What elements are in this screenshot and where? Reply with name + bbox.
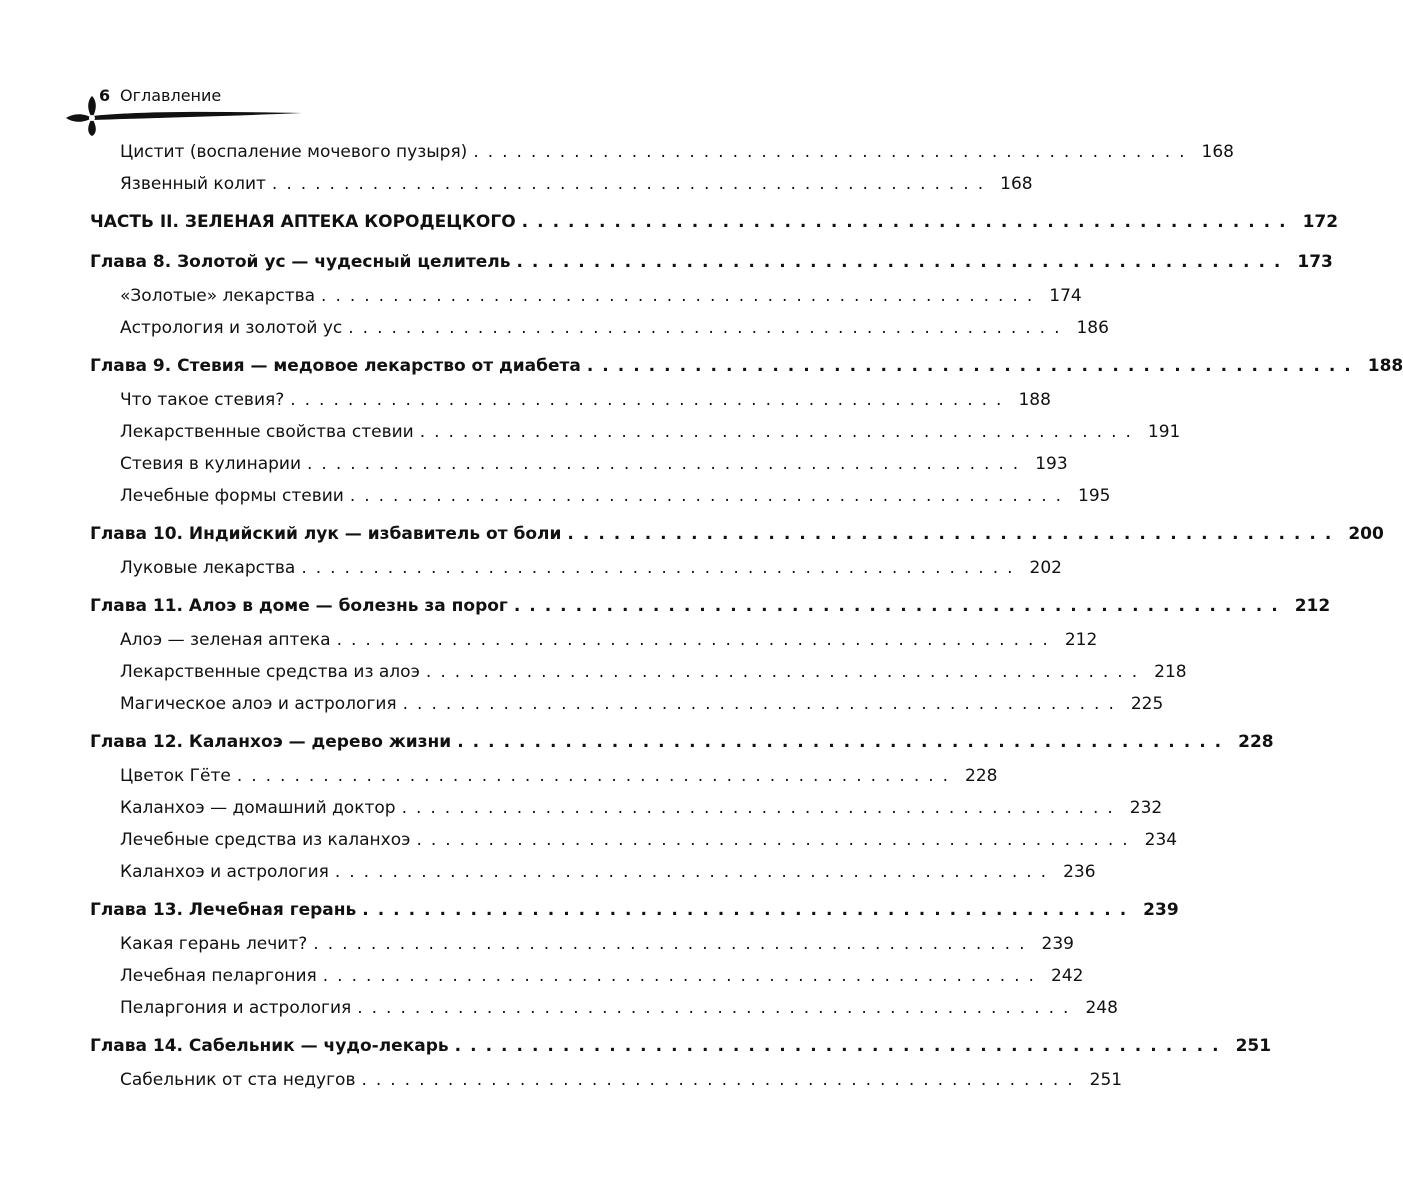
toc-entry-page: 251 xyxy=(1089,1070,1123,1090)
toc-entry-title: Магическое алоэ и астрология xyxy=(120,694,397,714)
dot-leader: .................................................. xyxy=(361,1070,1082,1090)
toc-section-entry xyxy=(90,454,1068,486)
dot-leader: .................................................. xyxy=(513,596,1287,616)
toc-entry-page: 239 xyxy=(1143,900,1179,920)
toc-chapter-entry xyxy=(90,596,1331,630)
toc-entry-page: 248 xyxy=(1085,998,1118,1018)
toc-entry-page: 228 xyxy=(1238,732,1274,752)
toc-entry-title: Лечебные формы стевии xyxy=(120,486,344,506)
toc-entry-page: 168 xyxy=(1201,142,1234,162)
toc-entry-page: 174 xyxy=(1049,286,1082,306)
toc-entry-page: 188 xyxy=(1367,356,1403,376)
dot-leader: .................................................. xyxy=(457,732,1231,752)
running-header xyxy=(62,80,307,136)
toc-section-entry xyxy=(90,862,1096,894)
dot-leader: .................................................. xyxy=(402,694,1123,714)
toc-section-entry xyxy=(90,142,1234,174)
toc-entry-page: 195 xyxy=(1078,486,1111,506)
toc-entry-page: 186 xyxy=(1076,318,1109,338)
toc-entry-page: 168 xyxy=(1000,174,1033,194)
toc-entry-page: 212 xyxy=(1064,630,1098,650)
toc-entry-title: Глава 14. Сабельник — чудо-лекарь xyxy=(90,1036,449,1056)
toc-chapter-entry xyxy=(90,356,1403,390)
toc-chapter-entry xyxy=(90,732,1274,766)
toc-entry-title: Цистит (воспаление мочевого пузыря) xyxy=(120,142,468,162)
toc-entry-title: Луковые лекарства xyxy=(120,558,296,578)
dot-leader: .................................................. xyxy=(301,558,1022,578)
toc-entry-page: 251 xyxy=(1235,1036,1272,1056)
dot-leader: .................................................. xyxy=(290,390,1011,410)
toc-entry-title: Астрология и золотой ус xyxy=(120,318,343,338)
toc-section-entry xyxy=(90,558,1062,590)
dot-leader: .................................................. xyxy=(425,662,1147,682)
toc-section-entry xyxy=(90,934,1074,966)
toc-section-entry xyxy=(90,390,1051,422)
toc-entry-page: 200 xyxy=(1348,524,1384,544)
toc-entry-title: Каланхоэ — домашний доктор xyxy=(120,798,396,818)
toc-section-entry xyxy=(90,1070,1123,1102)
toc-entry-title: Язвенный колит xyxy=(120,174,266,194)
toc-section-entry xyxy=(90,422,1181,454)
dot-leader: .................................................. xyxy=(473,142,1194,162)
toc-entry-title: Пеларгония и астрология xyxy=(120,998,352,1018)
toc-entry-title: Глава 13. Лечебная герань xyxy=(90,900,357,920)
toc-section-entry xyxy=(90,286,1082,318)
toc-entry-page: 193 xyxy=(1035,454,1068,474)
toc-section-entry xyxy=(90,694,1164,726)
toc-entry-page: 236 xyxy=(1063,862,1096,882)
dot-leader: .................................................. xyxy=(349,486,1071,506)
toc-entry-page: 202 xyxy=(1029,558,1062,578)
dot-leader: .................................................. xyxy=(336,630,1057,650)
toc-section-entry xyxy=(90,486,1111,518)
toc-entry-title: Цветок Гёте xyxy=(120,766,231,786)
toc-entry-title: ЧАСТЬ II. ЗЕЛЕНАЯ АПТЕКА КОРОДЕЦКОГО xyxy=(90,212,516,232)
dot-leader: .................................................. xyxy=(454,1036,1228,1056)
dot-leader: .................................................. xyxy=(357,998,1078,1018)
toc-chapter-entry xyxy=(90,524,1384,558)
dot-leader: .................................................. xyxy=(516,252,1290,272)
toc-entry-title: Лекарственные средства из алоэ xyxy=(120,662,420,682)
toc-entry-title: Стевия в кулинарии xyxy=(120,454,302,474)
toc-entry-page: 234 xyxy=(1144,830,1178,850)
toc-section-entry xyxy=(90,830,1178,862)
toc-entry-page: 228 xyxy=(965,766,998,786)
toc-entry-page: 212 xyxy=(1294,596,1331,616)
toc-entry-page: 232 xyxy=(1129,798,1163,818)
toc-section-entry xyxy=(90,966,1084,998)
toc-chapter-entry xyxy=(90,1036,1272,1070)
dot-leader: .................................................. xyxy=(567,524,1341,544)
dot-leader: .................................................. xyxy=(362,900,1136,920)
dot-leader: .................................................. xyxy=(236,766,958,786)
toc-entry-page: 218 xyxy=(1154,662,1187,682)
toc-entry-title: Какая герань лечит? xyxy=(120,934,308,954)
toc-entry-title: Глава 9. Стевия — медовое лекарство от диабета xyxy=(90,356,581,376)
dot-leader: .................................................. xyxy=(521,212,1295,232)
dot-leader: .................................................. xyxy=(401,798,1122,818)
toc-entry-page: 191 xyxy=(1147,422,1181,442)
toc-chapter-entry xyxy=(90,900,1179,934)
toc-entry-title: Сабельник от ста недугов xyxy=(120,1070,356,1090)
toc-entry-page: 172 xyxy=(1302,212,1339,232)
dot-leader: .................................................. xyxy=(348,318,1069,338)
toc-section-entry xyxy=(90,174,1033,206)
toc-chapter-entry xyxy=(90,212,1339,246)
toc-entry-title: Лечебные средства из каланхоэ xyxy=(120,830,411,850)
dot-leader: .................................................. xyxy=(313,934,1034,954)
toc-entry-title: «Золотые» лекарства xyxy=(120,286,316,306)
toc-section-entry xyxy=(90,318,1109,350)
dot-leader: .................................................. xyxy=(416,830,1137,850)
toc-entry-title: Глава 10. Индийский лук — избавитель от боли xyxy=(90,524,562,544)
toc-section-entry xyxy=(90,798,1163,830)
dot-leader: .................................................. xyxy=(307,454,1028,474)
toc-entry-title: Что такое стевия? xyxy=(120,390,285,410)
dot-leader: .................................................. xyxy=(334,862,1056,882)
toc-entry-title: Алоэ — зеленая аптека xyxy=(120,630,331,650)
dot-leader: .................................................. xyxy=(321,286,1042,306)
toc-entry-title: Глава 8. Золотой ус — чудесный целитель xyxy=(90,252,511,272)
toc-entry-title: Каланхоэ и астрология xyxy=(120,862,329,882)
running-title: Оглавление xyxy=(120,86,222,105)
toc-section-entry xyxy=(90,766,998,798)
toc-entry-title: Глава 12. Каланхоэ — дерево жизни xyxy=(90,732,452,752)
table-of-contents xyxy=(90,142,1403,1102)
toc-entry-page: 173 xyxy=(1297,252,1333,272)
toc-entry-title: Лечебная пеларгония xyxy=(120,966,317,986)
toc-section-entry xyxy=(90,630,1098,662)
dot-leader: .................................................. xyxy=(419,422,1140,442)
toc-entry-title: Лекарственные свойства стевии xyxy=(120,422,414,442)
dot-leader: .................................................. xyxy=(322,966,1043,986)
toc-entry-page: 225 xyxy=(1130,694,1164,714)
toc-section-entry xyxy=(90,998,1118,1030)
toc-section-entry xyxy=(90,662,1187,694)
toc-entry-page: 242 xyxy=(1050,966,1084,986)
toc-entry-page: 188 xyxy=(1018,390,1051,410)
toc-entry-page: 239 xyxy=(1041,934,1074,954)
dot-leader: .................................................. xyxy=(271,174,993,194)
toc-entry-title: Глава 11. Алоэ в доме — болезнь за порог xyxy=(90,596,508,616)
dot-leader: .................................................. xyxy=(586,356,1360,376)
toc-chapter-entry xyxy=(90,252,1333,286)
page-number: 6 xyxy=(99,86,111,105)
